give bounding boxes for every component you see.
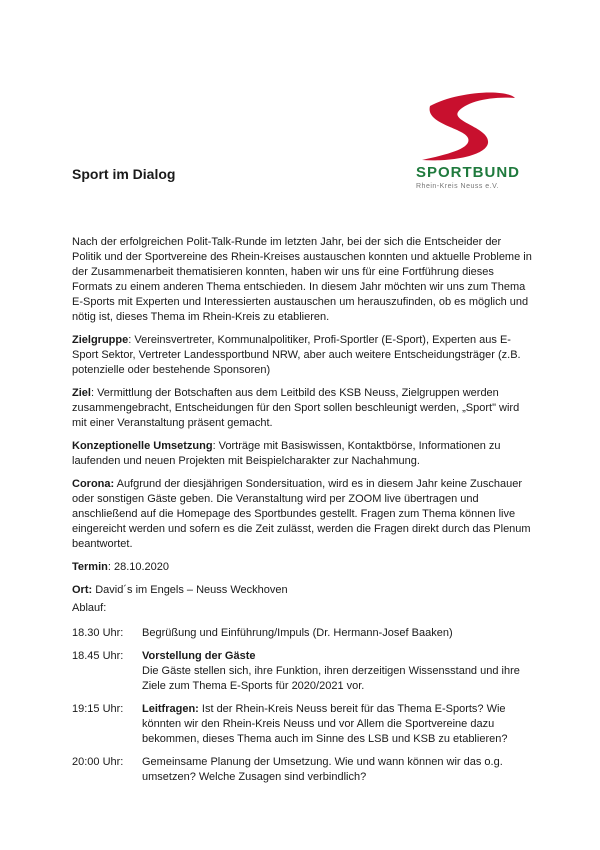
agenda-item: [72, 626, 532, 641]
ablauf-heading: Ablauf:: [72, 602, 107, 614]
agenda-item: [72, 702, 532, 747]
section-text: : Vorträge mit Basiswissen, Kontaktbörse, Informationen zu laufenden und neuen Projekten mit Beispielcharakter zur Nachahmung.: [72, 440, 501, 467]
section-text: : Vereinsvertreter, Kommunalpolitiker, Profi-Sportler (E-Sport), Experten aus E-Sport Sektor, Vertreter Landessportbund NRW, aber auch weitere Entscheidungsträger (z.B. potenzielle oder bestehende Sponsoren): [72, 334, 521, 376]
section-zielgruppe: [72, 333, 532, 378]
page-title: Sport im Dialog: [72, 166, 176, 182]
section-termin: [72, 560, 532, 575]
section-corona: [72, 477, 532, 552]
agenda-heading: Leitfragen:: [142, 703, 199, 715]
section-label: Corona:: [72, 478, 115, 490]
agenda-item: [72, 649, 532, 694]
agenda-time: 20:00 Uhr:: [72, 756, 124, 768]
agenda-description: Gemeinsame Planung der Umsetzung. Wie und wann können wir das o.g. umsetzen? Welche Zusagen sind verbindlich?: [142, 756, 503, 783]
intro-paragraph: Nach der erfolgreichen Polit-Talk-Runde im letzten Jahr, bei der sich die Entscheider der Politik und der Sportvereine des Rhein-Kreises austauschen konnten und aktuelle Probleme in der Zusammenarbeit thematisieren konnten, haben wir uns für eine Fortführung dieses Formats zu einem anderen Thema entschieden. In diesem Jahr möchten wir uns zum Thema E-Sports mit Experten und Interessierten austauschen um herauszufinden, ob es möglich und nötig ist, dieses Thema im Rhein-Kreis zu etablieren.: [72, 236, 532, 323]
section-text: : Vermittlung der Botschaften aus dem Leitbild des KSB Neuss, Zielgruppen werden zusammengebracht, Entscheidungen für den Sport sollen beschleunigt werden, „Sport" wird mit einer Veranstaltung präsent gemacht.: [72, 387, 520, 429]
section-umsetzung: [72, 439, 532, 469]
section-text: : 28.10.2020: [107, 561, 170, 573]
section-text: David´s im Engels – Neuss Weckhoven: [92, 584, 288, 596]
agenda-list: [72, 626, 532, 793]
section-label: Konzeptionelle Umsetzung: [72, 440, 213, 452]
section-text: Aufgrund der diesjährigen Sondersituation, wird es in diesem Jahr keine Zuschauer oder sonstigen Gäste geben. Die Veranstaltung wird per ZOOM live übertragen und anschließend auf die Homepage des Sportbundes gestellt. Fragen zum Thema können live eingereicht werden und sofern es die Zeit zulässt, werden die Fragen direkt durch das Plenum beantwortet.: [72, 478, 531, 550]
agenda-heading: Vorstellung der Gäste: [142, 650, 256, 662]
agenda-description: Ist der Rhein-Kreis Neuss bereit für das Thema E-Sports? Wie könnten wir den Rhein-Kreis Neuss und vor Allem die Sportvereine dazu bekommen, dieses Thema auch im Sinne des LSB und KSB zu etablieren?: [142, 703, 508, 745]
section-label: Termin: [72, 561, 108, 573]
agenda-time: 18.45 Uhr:: [72, 650, 124, 662]
logo-name: SPORTBUND: [416, 164, 521, 181]
agenda-item: [72, 755, 532, 785]
logo-subtitle: Rhein-Kreis Neuss e.V.: [416, 183, 500, 190]
section-label: Zielgruppe: [72, 334, 129, 346]
agenda-time: 18.30 Uhr:: [72, 627, 124, 639]
logo-swoosh-icon: [410, 88, 530, 168]
section-label: Ziel: [72, 387, 91, 399]
document-body: [72, 235, 532, 606]
agenda-description: Begrüßung und Einführung/Impuls (Dr. Hermann-Josef Baaken): [142, 627, 453, 639]
agenda-time: 19:15 Uhr:: [72, 703, 124, 715]
section-ziel: [72, 386, 532, 431]
sportbund-logo: [410, 88, 530, 198]
section-ort: [72, 583, 532, 598]
agenda-description: Die Gäste stellen sich, ihre Funktion, ihren derzeitigen Wissensstand und ihre Ziele zum Thema E-Sports für 2020/2021 vor.: [142, 665, 520, 692]
section-label: Ort:: [72, 584, 93, 596]
